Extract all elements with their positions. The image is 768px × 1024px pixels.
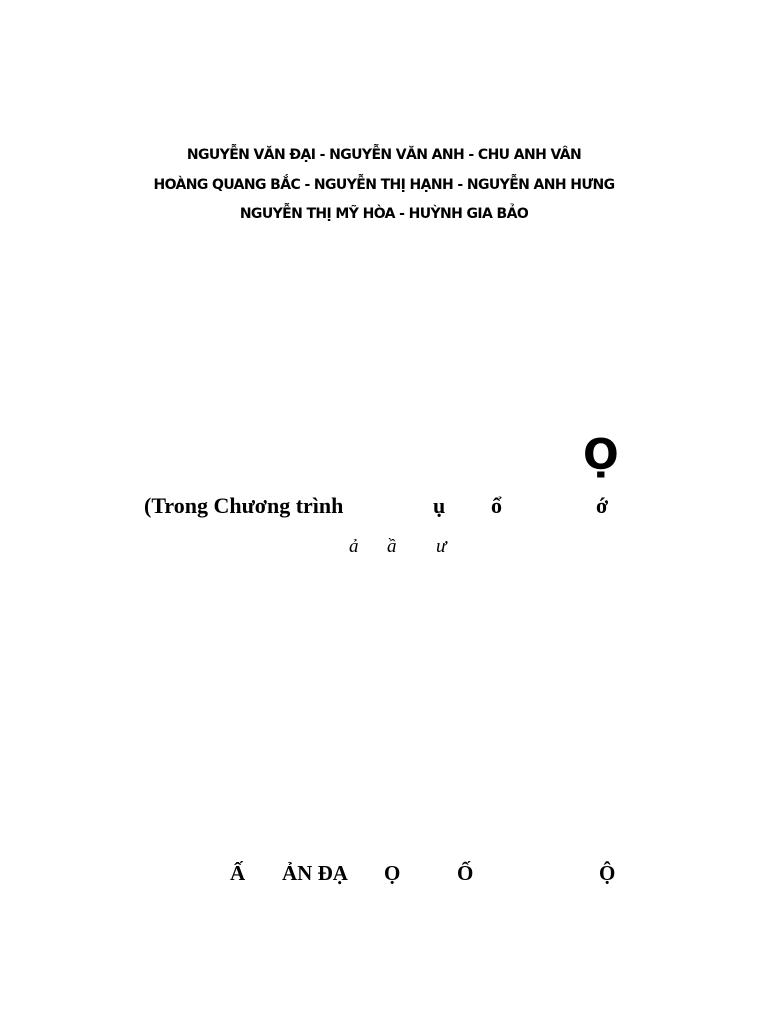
- publisher-fragment-2: ẢN ĐẠ: [282, 861, 348, 885]
- subtitle-fragment-2: ổ: [491, 493, 502, 518]
- title-glyph: Ọ: [583, 430, 619, 479]
- subtitle-fragment-1: ụ: [433, 493, 446, 518]
- author-list: [0, 141, 768, 230]
- author-line-2: HOÀNG QUANG BẮC - NGUYỄN THỊ HẠNH - NGUYỄN ANH HƯNG: [153, 176, 615, 193]
- subtitle2-fragment-3: ư: [436, 536, 447, 557]
- subtitle-lead: (Trong Chương trình: [144, 493, 344, 518]
- publisher-fragment-1: Ấ: [230, 861, 246, 885]
- subtitle2-fragment-1: ả: [349, 536, 359, 557]
- publisher-fragment-5: Ộ: [599, 861, 616, 885]
- subtitle-fragment-3: ớ: [596, 493, 609, 518]
- author-line-1: NGUYỄN VĂN ĐẠI - NGUYỄN VĂN ANH - CHU ANH VÂN: [186, 147, 582, 163]
- author-line-3: NGUYỄN THỊ MỸ HÒA - HUỲNH GIA BẢO: [239, 206, 529, 222]
- publisher-fragment-4: Ố: [457, 861, 474, 885]
- publisher-fragment-3: Ọ: [384, 861, 401, 885]
- subtitle2-fragment-2: ầ: [387, 536, 397, 557]
